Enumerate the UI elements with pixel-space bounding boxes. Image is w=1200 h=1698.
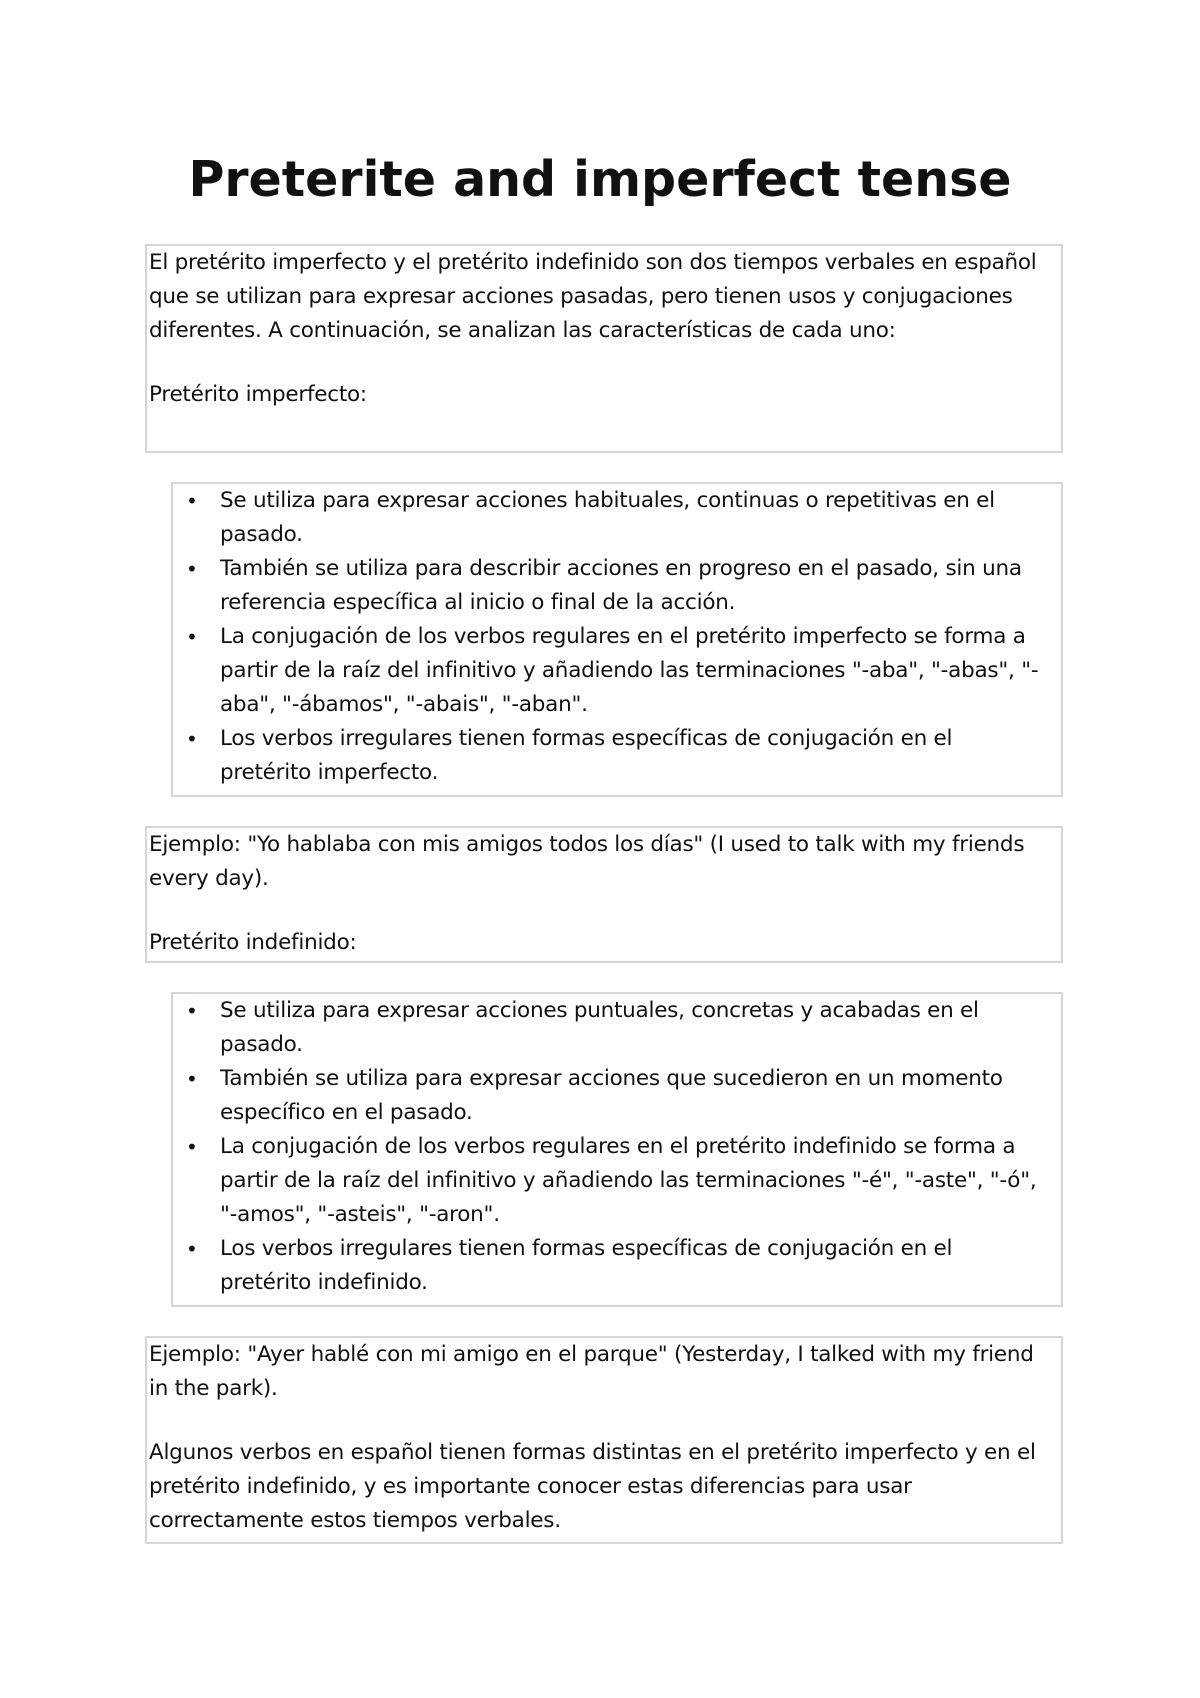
bullet-icon: • bbox=[186, 1237, 198, 1261]
list-item-text: Se utiliza para expresar acciones habituales, continuas o repetitivas en el pasado. bbox=[220, 488, 995, 547]
indefinido-example-box bbox=[145, 1336, 1063, 1544]
imperfecto-list-box bbox=[171, 482, 1063, 797]
bullet-icon: • bbox=[186, 1135, 198, 1159]
bullet-icon: • bbox=[186, 625, 198, 649]
intro-paragraph: El pretérito imperfecto y el pretérito indefinido son dos tiempos verbales en español que se utilizan para expresar acciones pasadas, pero tienen usos y conjugaciones diferentes. A continuación, se analizan las características de cada uno: bbox=[149, 250, 1037, 343]
imperfecto-heading: Pretérito imperfecto: bbox=[149, 382, 367, 407]
indefinido-example: Ejemplo: "Ayer hablé con mi amigo en el parque" (Yesterday, I talked with my friend in the park). bbox=[149, 1342, 1034, 1401]
bullet-icon: • bbox=[186, 999, 198, 1023]
list-item-text: Se utiliza para expresar acciones puntuales, concretas y acabadas en el pasado. bbox=[220, 998, 979, 1057]
paragraph-gap bbox=[149, 1406, 1059, 1436]
list-item bbox=[173, 1062, 1049, 1130]
list-item bbox=[173, 1130, 1049, 1232]
list-item-text: También se utiliza para describir acciones en progreso en el pasado, sin una referencia específica al inicio o final de la acción. bbox=[220, 556, 1022, 615]
bullet-icon: • bbox=[186, 489, 198, 513]
indefinido-list-box bbox=[171, 992, 1063, 1307]
imperfecto-list bbox=[173, 484, 1049, 790]
intro-box bbox=[145, 244, 1063, 453]
list-item-text: Los verbos irregulares tienen formas específicas de conjugación en el pretérito indefinido. bbox=[220, 1236, 953, 1295]
list-item bbox=[173, 722, 1049, 790]
indefinido-heading: Pretérito indefinido: bbox=[149, 930, 357, 955]
list-item bbox=[173, 484, 1049, 552]
bullet-icon: • bbox=[186, 1067, 198, 1091]
list-item-text: La conjugación de los verbos regulares en el pretérito imperfecto se forma a partir de la raíz del infinitivo y añadiendo las terminaciones "-aba", "-abas", "-aba", "-ábamos", "-abais", "-aban". bbox=[220, 624, 1039, 717]
list-item bbox=[173, 620, 1049, 722]
paragraph-gap bbox=[149, 348, 1059, 378]
page-title: Preterite and imperfect tense bbox=[188, 151, 1012, 208]
list-item bbox=[173, 994, 1049, 1062]
list-item-text: La conjugación de los verbos regulares en el pretérito indefinido se forma a partir de la raíz del infinitivo y añadiendo las terminaciones "-é", "-aste", "-ó", "-amos", "-asteis", "-aron". bbox=[220, 1134, 1037, 1227]
paragraph-gap bbox=[149, 896, 1059, 926]
list-item-text: También se utiliza para expresar acciones que sucedieron en un momento específico en el pasado. bbox=[220, 1066, 1003, 1125]
bullet-icon: • bbox=[186, 727, 198, 751]
list-item-text: Los verbos irregulares tienen formas específicas de conjugación en el pretérito imperfecto. bbox=[220, 726, 953, 785]
list-item bbox=[173, 552, 1049, 620]
indefinido-list bbox=[173, 994, 1049, 1300]
conclusion-paragraph: Algunos verbos en español tienen formas distintas en el pretérito imperfecto y en el pretérito indefinido, y es importante conocer estas diferencias para usar correctamente estos tiempos verbales. bbox=[149, 1440, 1036, 1533]
imperfecto-example: Ejemplo: "Yo hablaba con mis amigos todos los días" (I used to talk with my friends every day). bbox=[149, 832, 1025, 891]
imperfecto-example-box bbox=[145, 826, 1063, 963]
list-item bbox=[173, 1232, 1049, 1300]
bullet-icon: • bbox=[186, 557, 198, 581]
